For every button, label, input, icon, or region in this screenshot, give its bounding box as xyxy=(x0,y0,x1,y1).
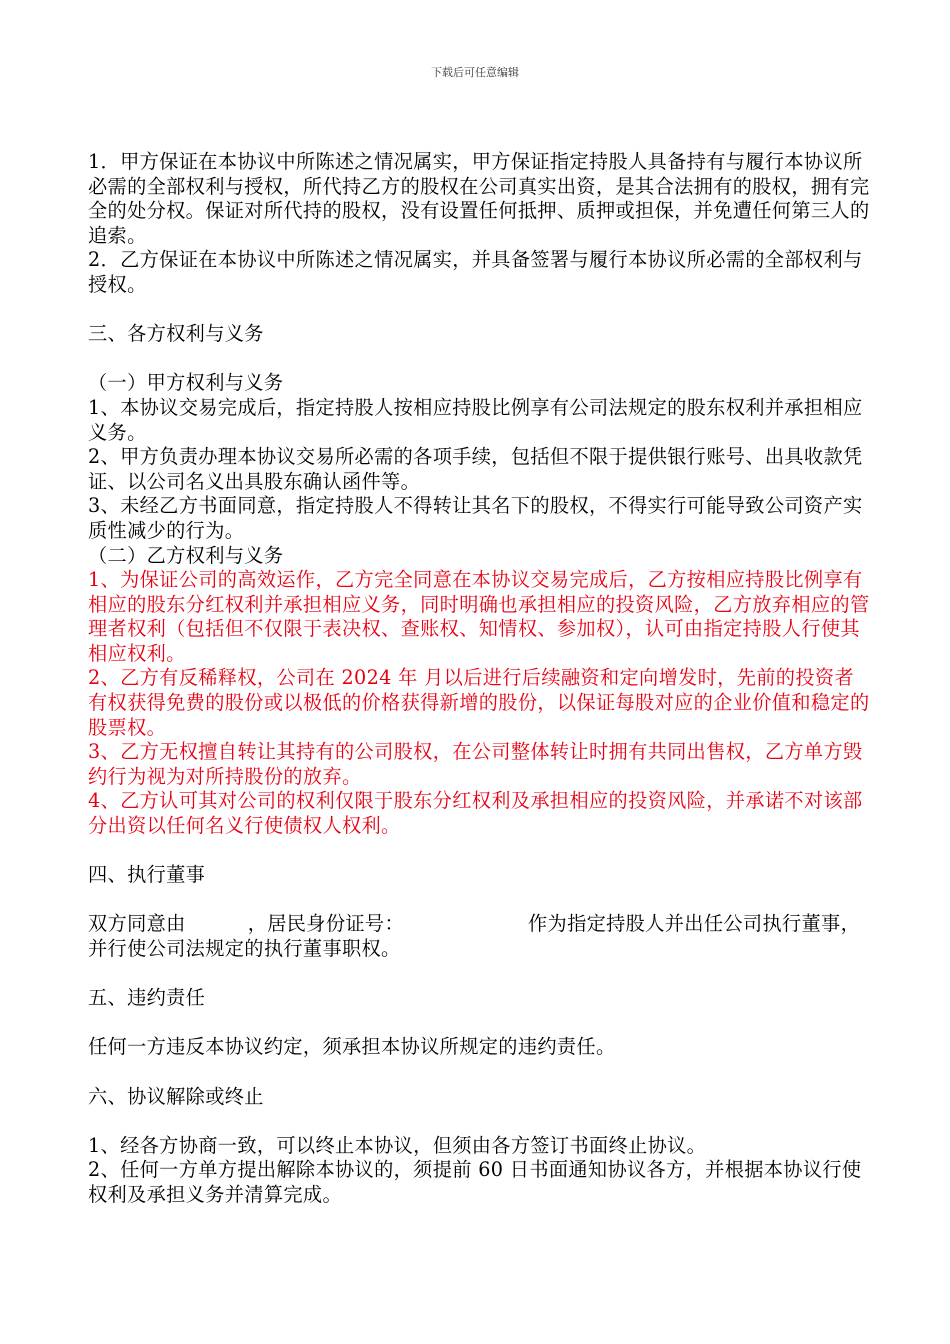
section-4-text-part-2: ，居民身份证号： xyxy=(247,912,404,936)
guarantee-clause-b: 2．乙方保证在本协议中所陈述之情况属实，并具备签署与履行本协议所必需的全部权利与授权。 xyxy=(88,248,863,296)
spacer xyxy=(88,1011,870,1036)
subsection-1-item-1: 1、本协议交易完成后，指定持股人按相应持股比例享有公司法规定的股东权利并承担相应义务。 xyxy=(88,395,863,444)
subsection-2-item-4: 4、乙方认可其对公司的权利仅限于股东分红权利及承担相应的投资风险，并承诺不对该部分出资以任何名义行使债权人权利。 xyxy=(88,789,863,838)
spacer xyxy=(88,298,870,323)
subsection-1-item-3: 3、未经乙方书面同意，指定持股人不得转让其名下的股权，不得实行可能导致公司资产实质性减少的行为。 xyxy=(88,494,863,542)
section-5-text: 任何一方违反本协议约定，须承担本协议所规定的违约责任。 xyxy=(88,1035,616,1059)
spacer xyxy=(88,347,870,372)
subsection-2-item-3: 3、乙方无权擅自转让其持有的公司股权，在公司整体转让时拥有共同出售权，乙方单方毁约行为视为对所持股份的放弃。 xyxy=(88,740,863,788)
subsection-2-title: （二）乙方权利与义务 xyxy=(88,543,284,567)
section-5-title: 五、违约责任 xyxy=(88,986,206,1010)
spacer xyxy=(88,888,870,913)
section-6-item-2: 2、任何一方单方提出解除本协议的，须提前 60 日书面通知协议各方，并根据本协议行使权利及承担义务并清算完成。 xyxy=(88,1158,862,1206)
spacer xyxy=(88,1060,870,1085)
section-3-title: 三、各方权利与义务 xyxy=(88,322,264,346)
section-6-item-1: 1、经各方协商一致，可以终止本协议，但须由各方签订书面终止协议。 xyxy=(88,1133,707,1157)
section-6-title: 六、协议解除或终止 xyxy=(88,1084,264,1108)
subsection-2-item-2: 2、乙方有反稀释权，公司在 2024 年 月以后进行后续融资和定向增发时，先前的投资者有权获得免费的股份或以极低的价格获得新增的股份，以保证每股对应的企业价值和稳定的股票权。 xyxy=(88,666,870,739)
subsection-1-title: （一）甲方权利与义务 xyxy=(88,371,284,395)
spacer xyxy=(88,839,870,864)
document-body xyxy=(88,150,870,1208)
subsection-2-item-1: 1、为保证公司的高效运作，乙方完全同意在本协议交易完成后，乙方按相应持股比例享有相应的股东分红权利并承担相应义务，同时明确也承担相应的投资风险，乙方放弃相应的管理者权利（包括但不仅限于表决权、查账权、知情权、参加权），认可由指定持股人行使其相应权利。 xyxy=(88,568,870,665)
section-4-text-part-3: 作为指定持股人并出任公司执行董事，并行使公司法规定的执行董事职权。 xyxy=(88,912,861,960)
section-4-text xyxy=(88,912,870,961)
guarantee-clause-a: 1．甲方保证在本协议中所陈述之情况属实，甲方保证指定持股人具备持有与履行本协议所必需的全部权利与授权，所代持乙方的股权在公司真实出资，是其合法拥有的股权，拥有完全的处分权。保证对所代持的股权，没有设置任何抵押、质押或担保，并免遭任何第三人的追索。 xyxy=(88,150,870,247)
subsection-1-item-2: 2、甲方负责办理本协议交易所必需的各项手续，包括但不限于提供银行账号、出具收款凭证、以公司名义出具股东确认函件等。 xyxy=(88,445,863,493)
spacer xyxy=(88,1109,870,1134)
section-4-title: 四、执行董事 xyxy=(88,863,206,887)
spacer xyxy=(88,962,870,987)
header-note: 下载后可任意编辑 xyxy=(431,66,519,79)
section-4-text-part-1: 双方同意由 xyxy=(88,912,186,936)
